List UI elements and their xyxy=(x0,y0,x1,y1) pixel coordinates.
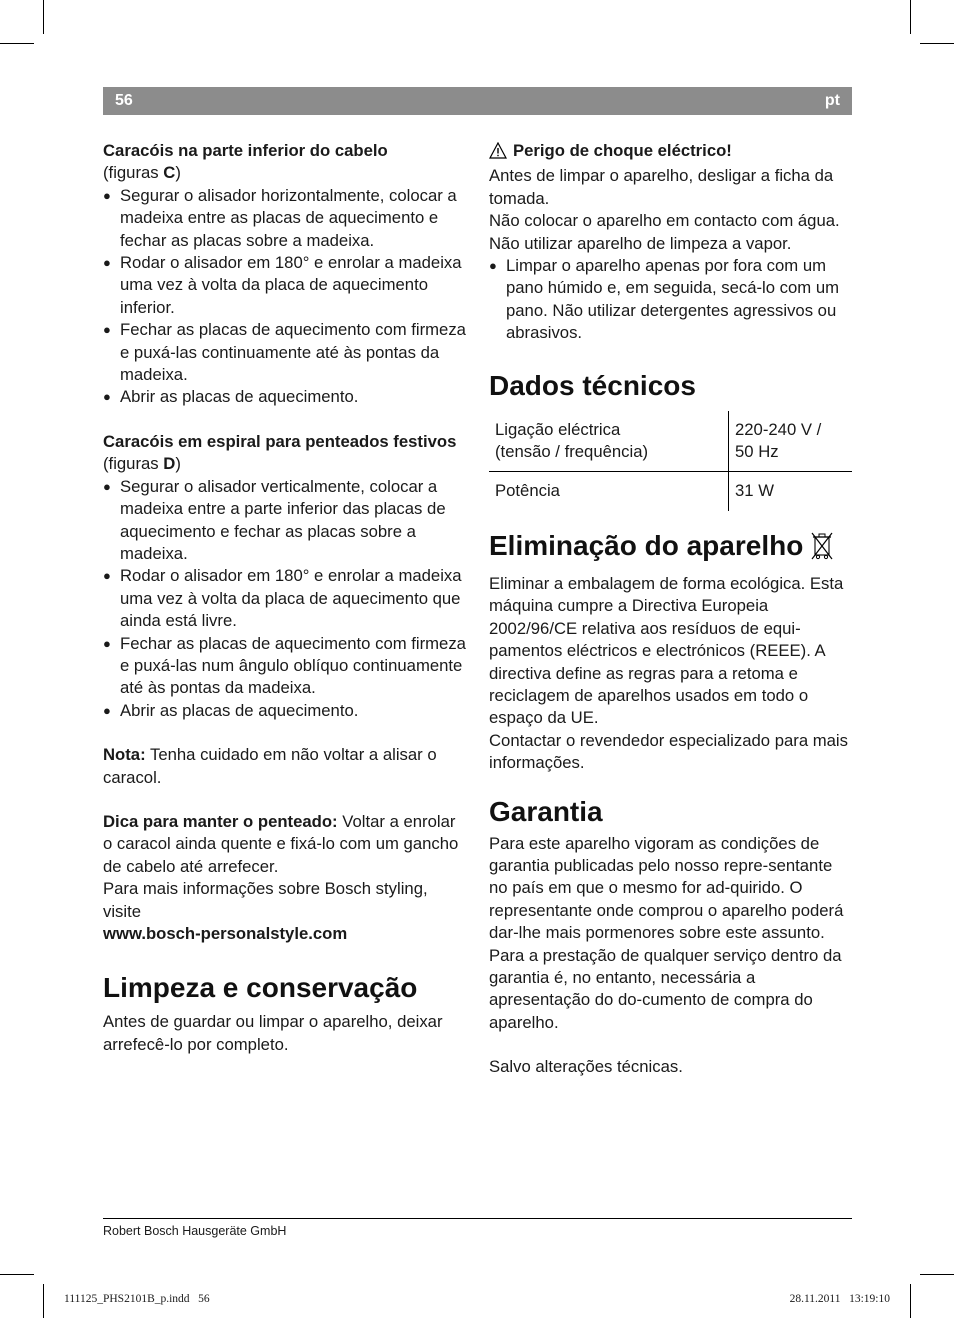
list-item: ● Segurar o alisador horizontalmente, colocar a madeixa entre as placas de aquecimento e fechar as placas sobre a madeixa. xyxy=(103,185,469,252)
print-slug-file: 111125_PHS2101B_p.indd 56 xyxy=(64,1293,210,1305)
footer-company: Robert Bosch Hausgeräte GmbH xyxy=(103,1224,287,1238)
footer-rule xyxy=(103,1218,852,1219)
list-item: ● Rodar o alisador em 180° e enrolar a madeixa uma vez à volta da placa de aquecimento inferior. xyxy=(103,252,469,319)
list-item: ● Fechar as placas de aquecimento com firmeza e puxá-las num ângulo oblíquo continuamente até às pontas da madeixa. xyxy=(103,633,469,700)
warranty-text: Para este aparelho vigoram as condições de garantia publicadas pelo nosso repre-sentante no país em que o mesmo for ad-quirido. O representante onde comprou o aparelho poderá dar-lhe mais pormenores sobre este assunto. Para a prestação de qualquer serviço dentro da garantia é, no entanto, necessária a apresentação do do-cumento de compra do aparelho. xyxy=(489,833,844,1032)
crop-mark xyxy=(910,0,911,34)
list-item: ● Rodar o alisador em 180° e enrolar a madeixa uma vez à volta da placa de aquecimento que ainda está livre. xyxy=(103,565,469,632)
cleaning-heading: Limpeza e conservação xyxy=(103,972,418,1004)
language-code: pt xyxy=(824,92,840,109)
print-slug-datetime: 28.11.2011 13:19:10 xyxy=(789,1293,890,1305)
disposal-paragraph: Contactar o revendedor especializado para mais informações. xyxy=(489,730,848,773)
list-item: ● Abrir as placas de aquecimento. xyxy=(103,700,469,722)
table-cell: Ligação eléctrica (tensão / frequência) xyxy=(489,411,729,472)
table-row xyxy=(489,472,852,511)
page-header-bar xyxy=(103,87,852,115)
curls-bottom-heading: Caracóis na parte inferior do cabelo xyxy=(103,141,388,160)
danger-line: Não colocar o aparelho em contacto com água. xyxy=(489,211,840,231)
crop-mark xyxy=(43,0,44,34)
warning-triangle-icon xyxy=(489,142,507,165)
list-item: ● Abrir as placas de aquecimento. xyxy=(103,386,469,408)
disposal-heading: Eliminação do aparelho xyxy=(489,529,855,569)
left-column xyxy=(103,140,469,1056)
more-info-text: Para mais informações sobre Bosch styling, visite xyxy=(103,879,428,921)
crop-mark xyxy=(920,1274,954,1275)
cleaning-steps xyxy=(489,255,855,345)
curls-bottom-steps xyxy=(103,185,469,409)
cleaning-text: Antes de guardar ou limpar o aparelho, deixar arrefecê-lo por completo. xyxy=(103,1012,443,1054)
table-cell: 31 W xyxy=(735,481,774,501)
crop-mark xyxy=(0,1274,34,1275)
warranty-heading: Garantia xyxy=(489,795,603,827)
danger-line: Não utilizar aparelho de limpeza a vapor. xyxy=(489,233,792,253)
table-cell: Potência xyxy=(489,472,729,511)
right-column xyxy=(489,140,855,1079)
tip-paragraph: Dica para manter o penteado: Voltar a enrolar o caracol ainda quente e fixá-lo com um gancho de cabelo até arrefecer. xyxy=(103,811,459,876)
crop-mark xyxy=(920,43,954,44)
crop-mark xyxy=(910,1284,911,1318)
page-number: 56 xyxy=(115,92,133,109)
spiral-curls-steps xyxy=(103,476,469,722)
crop-mark xyxy=(43,1284,44,1318)
list-item: ● Segurar o alisador verticalmente, colocar a madeixa entre a parte inferior das placas de aquecimento e fechar as placas sobre a madeixa. xyxy=(103,476,469,566)
curls-bottom-figure-ref: (figuras C) xyxy=(103,163,181,183)
danger-line: Antes de limpar o aparelho, desligar a ficha da tomada. xyxy=(489,166,834,208)
crop-mark xyxy=(0,43,34,44)
website-link[interactable]: www.bosch-personalstyle.com xyxy=(103,924,348,943)
list-item: ● Fechar as placas de aquecimento com firmeza e puxá-las continuamente até às pontas da madeixa. xyxy=(103,319,469,386)
tech-data-table xyxy=(489,411,852,511)
disposal-paragraph: Eliminar a embalagem de forma ecológica. Esta máquina cumpre a Directiva Europeia 2002/96/CE relativa aos resíduos de equi-pamentos eléctricos e electrónicos (REEE). A directiva define as regras para a retoma e reciclagem de aparelhos usados em todo o espaço da UE. xyxy=(489,573,844,728)
list-item: ● Limpar o aparelho apenas por fora com um pano húmido e, em seguida, secá-lo com um pano. Não utilizar detergentes agressivos ou abrasivos. xyxy=(489,255,855,345)
table-row xyxy=(489,411,852,472)
note-paragraph: Nota: Tenha cuidado em não voltar a alisar o caracol. xyxy=(103,745,437,787)
technical-changes-note: Salvo alterações técnicas. xyxy=(489,1057,683,1077)
danger-heading: Perigo de choque eléctrico! xyxy=(489,140,855,165)
crossed-out-wheelie-bin-icon xyxy=(809,531,835,569)
table-cell: 220-240 V / 50 Hz xyxy=(729,411,853,472)
spiral-curls-heading: Caracóis em espiral para penteados festivos (figuras D) xyxy=(103,431,457,474)
tech-data-heading: Dados técnicos xyxy=(489,369,696,401)
